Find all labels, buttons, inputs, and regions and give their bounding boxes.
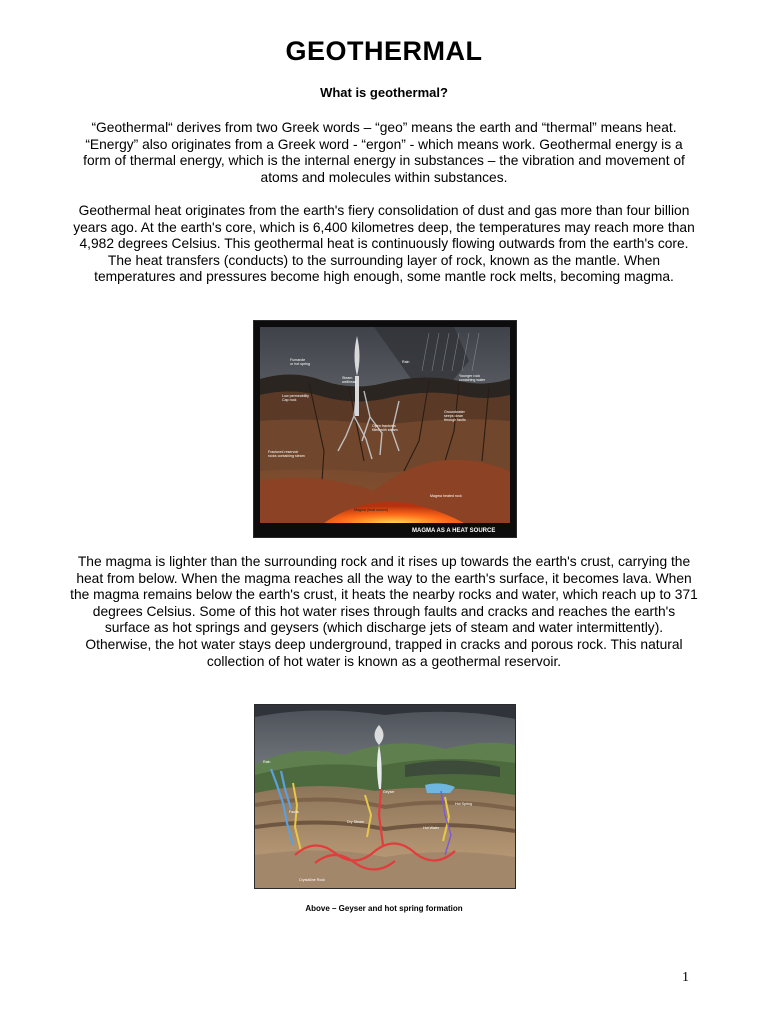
label-open-fractures: Open fractures (372, 424, 396, 428)
label-steam: Steam (342, 376, 353, 380)
figure-caption: Above – Geyser and hot spring formation (305, 904, 463, 913)
magma-diagram-graphic (254, 321, 516, 537)
paragraph-heat-origin: Geothermal heat originates from the earth's fiery consolidation of dust and gas more than four billion years ago. At the earth's core, which is 6,400 kilometres deep, the temperatures may reach more than 4,982 degrees Celsius. This geothermal heat is continuously flowing outwards from the earth's core. The heat transfers (conducts) to the surrounding layer of rock, known as the mantle. When temperatures and pressures become high enough, some mantle rock melts, becoming magma. (73, 203, 695, 285)
label-hot-water: Hot Water (423, 826, 440, 830)
label-crystalline-rock: Crystalline Rock (299, 878, 325, 882)
label-hot-spring: Hot Spring (455, 802, 472, 806)
label-fractured-reservoir: Fractured reservoir (268, 450, 299, 454)
label-faults: Faults (289, 810, 299, 814)
label-groundwater: Groundwater (444, 410, 465, 414)
label-geyser: Geyser (383, 790, 395, 794)
label-open-fractures-2: filled with steam (372, 428, 398, 432)
label-fractured-reservoir-2: rocks containing steam (268, 454, 305, 458)
paragraph-geothermal-definition: “Geothermal“ derives from two Greek words – “geo” means the earth and “thermal” means heat. “Energy” also originates from a Greek word - “ergon” - which means work. Geothermal energy is a form of thermal energy, which is the internal energy in substances – the vibration and movement of atoms and molecules within substances. (83, 120, 685, 185)
page-title: GEOTHERMAL (285, 36, 483, 66)
paragraph-magma-reservoir: The magma is lighter than the surrounding rock and it rises up towards the earth's crust, carrying the heat from below. When the magma reaches all the way to the earth's surface, it becomes lava. When the magma remains below the earth's crust, it heats the nearby rocks and water, which reach up to 371 degrees Celsius. Some of this hot water rises through faults and cracks and reaches the earth's surface as hot springs and geysers (which discharge jets of steam and water intermittently). Otherwise, the hot water stays deep underground, trapped in cracks and porous rock. This natural collection of hot water is known as a geothermal reservoir. (70, 554, 698, 669)
label-younger-rock: Younger rock (459, 374, 481, 378)
label-rain: Rain (263, 760, 271, 764)
label-magma-heated-rock: Magma heated rock (430, 494, 462, 498)
label-fumarole-2: or hot spring (290, 362, 310, 366)
page-number: 1 (682, 970, 689, 985)
label-groundwater-2: seeps down (444, 414, 464, 418)
label-fumarole: Fumarole (290, 358, 306, 362)
label-younger-rock-2: containing water (459, 378, 486, 382)
magma-heat-source-diagram (253, 320, 517, 538)
geyser-hot-spring-diagram (254, 704, 516, 889)
label-low-permeability: Low permeability (282, 394, 309, 398)
label-dry-steam: Dry Steam (347, 820, 364, 824)
section-heading: What is geothermal? (320, 85, 448, 100)
label-steam-2: wellhead (342, 380, 357, 384)
label-rain: Rain (402, 360, 410, 364)
label-groundwater-3: through faults (444, 418, 466, 422)
label-magma: Magma (heat source) (354, 508, 389, 512)
geyser-diagram-graphic (255, 705, 515, 888)
label-cap-rock: Cap rock (282, 398, 297, 402)
figure-banner: MAGMA AS A HEAT SOURCE (412, 528, 496, 534)
